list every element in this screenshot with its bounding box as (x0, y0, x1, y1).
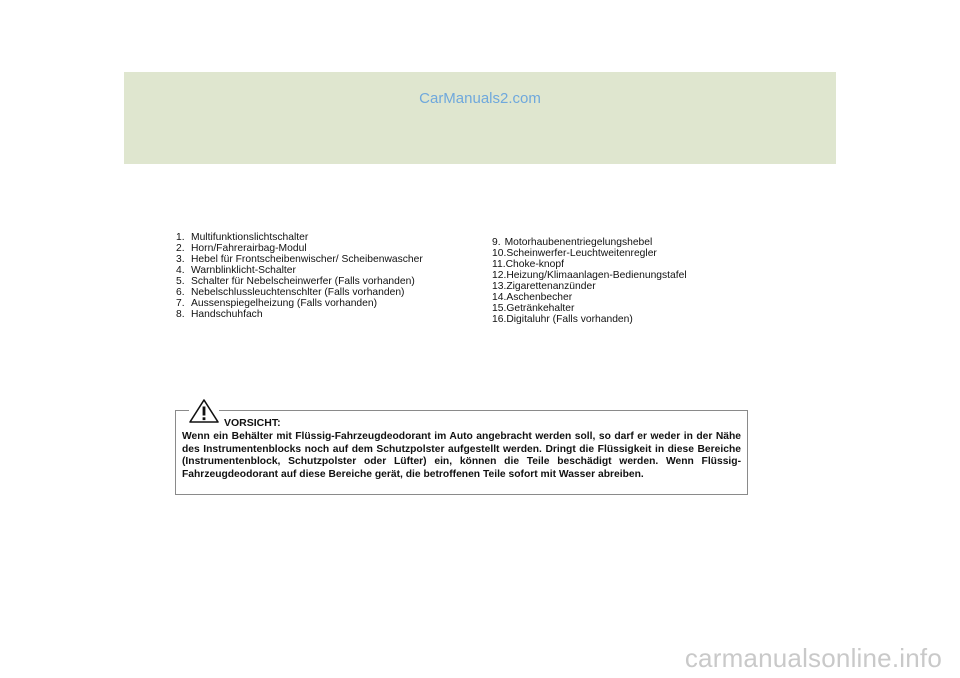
item-number: 8. (176, 309, 185, 320)
item-text: Nebelschlussleuchtenschlter (Falls vorhanden) (191, 287, 405, 298)
list-item (492, 270, 752, 281)
item-text: Motorhaubenentriegelungshebel (504, 237, 653, 248)
list-item (176, 243, 466, 254)
item-number: 16. (492, 314, 507, 325)
item-number: 2. (176, 243, 185, 254)
list-item (492, 314, 752, 325)
list-item (176, 287, 466, 298)
item-number: 15. (492, 303, 507, 314)
item-text: Zigarettenanzünder (506, 281, 596, 292)
item-number: 10. (492, 248, 507, 259)
item-number: 1. (176, 232, 185, 243)
item-text: Digitaluhr (Falls vorhanden) (506, 314, 633, 325)
item-text: Choke-knopf (505, 259, 564, 270)
list-item (176, 309, 466, 320)
list-item (492, 303, 752, 314)
item-number: 11. (492, 259, 506, 270)
item-number: 7. (176, 298, 185, 309)
legend-list-right (492, 237, 752, 325)
item-text: Handschuhfach (191, 309, 263, 320)
item-text: Aussenspiegelheizung (Falls vorhanden) (191, 298, 378, 309)
footer-watermark: carmanualsonline.info (684, 643, 942, 673)
item-number: 3. (176, 254, 185, 265)
warning-triangle-icon (189, 399, 219, 423)
list-item (176, 232, 466, 243)
caution-text: Wenn ein Behälter mit Flüssig-Fahrzeugdeodorant im Auto angebracht werden soll, so darf er weder in der Nähe des Instrumentenblocks noch auf dem Schutzpolster aufgestellt werden. Dringt die Flüssigkeit in diese Bereiche (Instrumentenblock, Schutzpolster oder Lüfter) ein, können die Teile beschädigt werden. Wenn Flüssig-Fahrzeugdeodorant auf diese Bereiche gerät, die betroffenen Teile sofort mit Wasser abreiben. (182, 431, 741, 480)
item-text: Horn/Fahrerairbag-Modul (191, 243, 307, 254)
header-band (124, 72, 836, 164)
item-number: 4. (176, 265, 185, 276)
list-item (492, 248, 752, 259)
item-number: 9. (492, 237, 501, 248)
legend-list-left (176, 232, 466, 320)
list-item (176, 265, 466, 276)
item-number: 13. (492, 281, 507, 292)
list-item (492, 281, 752, 292)
list-item (176, 276, 466, 287)
item-text: Getränkehalter (506, 303, 575, 314)
item-text: Hebel für Frontscheibenwischer/ Scheibenwascher (191, 254, 423, 265)
item-number: 6. (176, 287, 185, 298)
caution-title: VORSICHT: (224, 417, 281, 429)
item-number: 12. (492, 270, 507, 281)
list-item (492, 237, 752, 248)
list-item (176, 298, 466, 309)
item-number: 5. (176, 276, 185, 287)
list-item (492, 259, 752, 270)
item-text: Warnblinklicht-Schalter (191, 265, 296, 276)
carmanuals-link[interactable]: CarManuals2.com (419, 90, 541, 107)
item-number: 14. (492, 292, 507, 303)
item-text: Multifunktionslichtschalter (191, 232, 309, 243)
item-text: Schalter für Nebelscheinwerfer (Falls vorhanden) (191, 276, 415, 287)
list-item (492, 292, 752, 303)
item-text: Heizung/Klimaanlagen-Bedienungstafel (506, 270, 687, 281)
list-item (176, 254, 466, 265)
caution-box (175, 410, 748, 495)
item-text: Scheinwerfer-Leuchtweitenregler (506, 248, 657, 259)
item-text: Aschenbecher (506, 292, 573, 303)
